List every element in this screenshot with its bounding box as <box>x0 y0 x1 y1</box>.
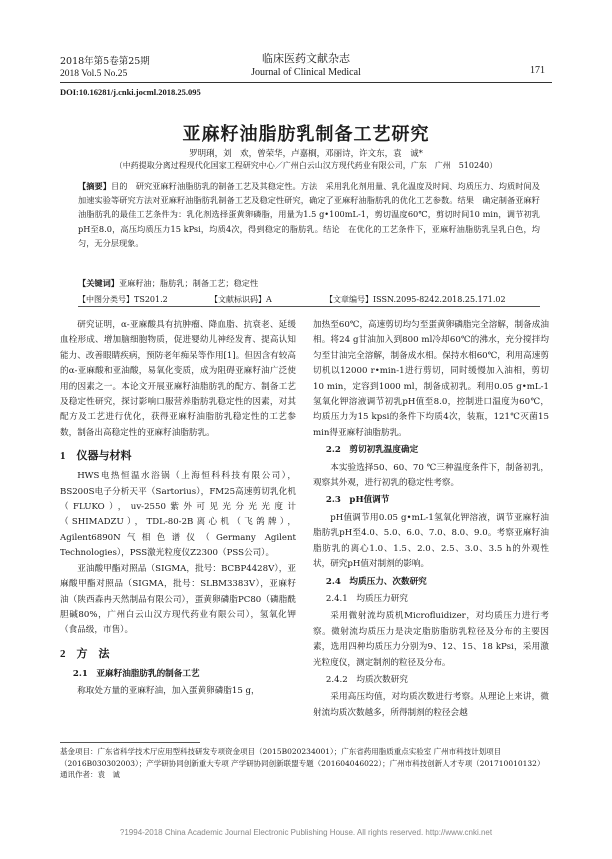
document-code: 【文献标识码】A <box>210 295 272 304</box>
section-2-4-1-paragraph: 采用微射流均质机Microfluidizer，对均质压力进行考察。微射流均质压力是决定脂肪脂肪乳粒径及分布的主要因素，选用四种均质压力分别为9、12、15、18 kPsi，采用激光粒度仪，测定制剂的粒径及分布。 <box>313 611 549 668</box>
funding-note: 基金项目：广东省科学技术厅应用型科技研发专项资金项目（2015B020234001）；广东省药用脂质重点实验室 广州市科技计划项目（2016B030302003）；产学研协同创新重大专项 产学研协同创新联盟专题（201604046022）；广州市科技创新人才专项（201710010132） <box>60 747 545 768</box>
journal-cn: 临床医药文献杂志 <box>262 52 350 65</box>
abstract-text: 目的 研究亚麻籽油脂肪乳的制备工艺及其稳定性。方法 采用乳化剂用量、乳化温度及时间、均质压力、均质时间及加速实验等研究方法对亚麻籽油脂肪乳制备工艺及稳定性研究，确定了亚麻籽油脂肪乳的优化工艺参数。结果 确定制备亚麻籽油脂肪乳的最佳工艺条件为：乳化剂选择蛋黄卵磷脂，用量为1.5 g•100mL-1，剪切温度60℃，剪切时间10 min，调节初乳pH至8.0，高压均质压力15 kPsi，均质4次，得到稳定的脂肪乳。结论 在优化的工艺条件下，亚麻籽油脂肪乳呈乳白色，均匀，无分层现象。 <box>78 181 540 248</box>
abstract <box>78 179 540 250</box>
article-id: 【文章编号】ISSN.2095-8242.2018.25.171.02 <box>325 295 506 304</box>
abstract-label: 【摘要】 <box>78 181 112 191</box>
section-2-3-heading: 2.3 pH值调节 <box>325 495 390 506</box>
section-2-2-paragraph: 本实验选择50、60、70 ℃三种温度条件下，制备初乳，观察其外观，进行初乳的稳定性考察。 <box>313 462 549 489</box>
header-divider <box>60 82 552 83</box>
section-1-heading: 1 仪器与材料 <box>60 450 132 463</box>
section-2-2-heading: 2.2 剪切初乳温度确定 <box>325 445 419 456</box>
clc-number: 【中图分类号】TS201.2 <box>78 295 168 304</box>
keywords-label: 【关键词】 <box>78 278 119 288</box>
prep-paragraph: 加热至60℃，高速剪切均匀至蛋黄卵磷脂完全溶解，制备成油相。将24 g甘油加入到800 ml冷却60℃的沸水，充分搅拌均匀至甘油完全溶解，制备成水相。保持水相60℃，利用高速剪切机以12000 r•min-1进行剪切，同时缓慢加入油相，剪切10 min，定容到1000 ml，制备成初乳。利用0.05 g•mL-1氢氧化钾溶液调节初乳pH值至8.0，控制进口温度为60℃，均质压力为15 kpsi的条件下均质4次，装瓶，121℃灭菌15 min得亚麻籽油脂肪乳。 <box>313 320 549 438</box>
materials-paragraph: 亚油酸甲酯对照品（SIGMA，批号：BCBP4428V），亚麻酸甲酯对照品（SIGMA，批号：SLBM3383V），亚麻籽油（陕西森冉天然制品有限公司），蛋黄卵磷脂PC80（磷脂酰胆碱80%，广州白云山汉方现代药业有限公司），氢氧化钾（食品级，市售）。 <box>60 563 296 636</box>
footnote-divider <box>60 742 200 743</box>
section-2-4-1-heading: 2.4.1 均质压力研究 <box>325 593 408 604</box>
affiliation: （中药提取分离过程现代化国家工程研究中心／广州白云山汉方现代药业有限公司，广东 广州 510240） <box>114 161 498 170</box>
intro-paragraph: 研究证明，α-亚麻酸具有抗肿瘤、降血脂、抗衰老、延缓血栓形成、增加脑细胞物质，促进婴幼儿神经发育、提高认知能力、改善眼睛疾病，预防老年痴呆等作用[1]。但因含有较高的α-亚麻酸和亚油酸，易氧化变质，成为阻碍亚麻籽油广泛使用的因素之一。本论文开展亚麻籽油脂肪乳的配方、制备工艺及稳定性研究，探讨影响口服营养脂肪乳稳定性的因素，对其配方及工艺进行优化，获得亚麻籽油脂肪乳稳定性的工艺参数，制备出高稳定性的亚麻籽油脂肪乳。 <box>60 320 296 438</box>
section-2-4-2-heading: 2.4.2 均质次数研究 <box>325 674 408 685</box>
instruments-paragraph: HWS电热恒温水浴锅（上海恒科科技有限公司），BS200S电子分析天平（Sartorius），FM25高速剪切乳化机（FLUKO），uv-2550紫外可见光分光光度计（SHIMADZU），TDL-80-2B离心机（飞鸽牌），Agilent6890N气相色谱仪（Germany Agilent Technologies），PSS激光粒度仪Z2300（PSS公司）。 <box>60 471 296 559</box>
section-2-1-paragraph: 称取处方量的亚麻籽油，加入蛋黄卵磷脂15 g， <box>77 686 260 697</box>
section-2-4-2-paragraph: 采用高压均值，对均质次数进行考察。从理论上来讲，微射流均质次数越多，所得制剂的粒径会越 <box>313 692 549 718</box>
section-2-1-heading: 2.1 亚麻籽油脂肪乳的制备工艺 <box>72 668 200 679</box>
copyright-notice: ?1994-2018 China Academic Journal Electronic Publishing House. All rights reserved. http://www.cnki.net <box>119 828 493 837</box>
footnote <box>60 746 552 781</box>
keywords <box>78 278 540 289</box>
corresponding-author: 通讯作者：袁 诚 <box>60 770 120 779</box>
doi: DOI:10.16281/j.cnki.jocml.2018.25.095 <box>60 87 201 97</box>
section-2-3-paragraph: pH值调节用0.05 g•mL-1氢氧化钾溶液，调节亚麻籽油脂肪乳pH至4.0、5.0、6.0、7.0、8.0、9.0。考察亚麻籽油脂肪乳的离心1.0、1.5、2.0、2.5、3.0、3.5 h的外观性状，研究pH值对制剂的影响。 <box>313 512 549 570</box>
authors: 罗明琍，刘 欢，曾荣华，卢嘉榈，邓丽诗，许文东，袁 诚* <box>189 149 423 159</box>
meta-divider <box>78 306 540 307</box>
body-right-column <box>313 318 549 721</box>
keywords-text: 亚麻籽油；脂肪乳；制备工艺；稳定性 <box>118 278 259 288</box>
journal-name <box>0 52 612 80</box>
body-left-column <box>60 318 296 700</box>
article-title: 亚麻籽油脂肪乳制备工艺研究 <box>182 124 430 145</box>
journal-en: Journal of Clinical Medical <box>251 67 361 78</box>
issue-cn: 2018年第5卷第25期 <box>60 56 150 67</box>
section-2-4-heading: 2.4 均质压力、次数研究 <box>325 576 427 587</box>
issue-en: 2018 Vol.5 No.25 <box>60 69 128 79</box>
section-2-heading: 2 方 法 <box>60 647 110 660</box>
page-number: 171 <box>530 65 545 76</box>
